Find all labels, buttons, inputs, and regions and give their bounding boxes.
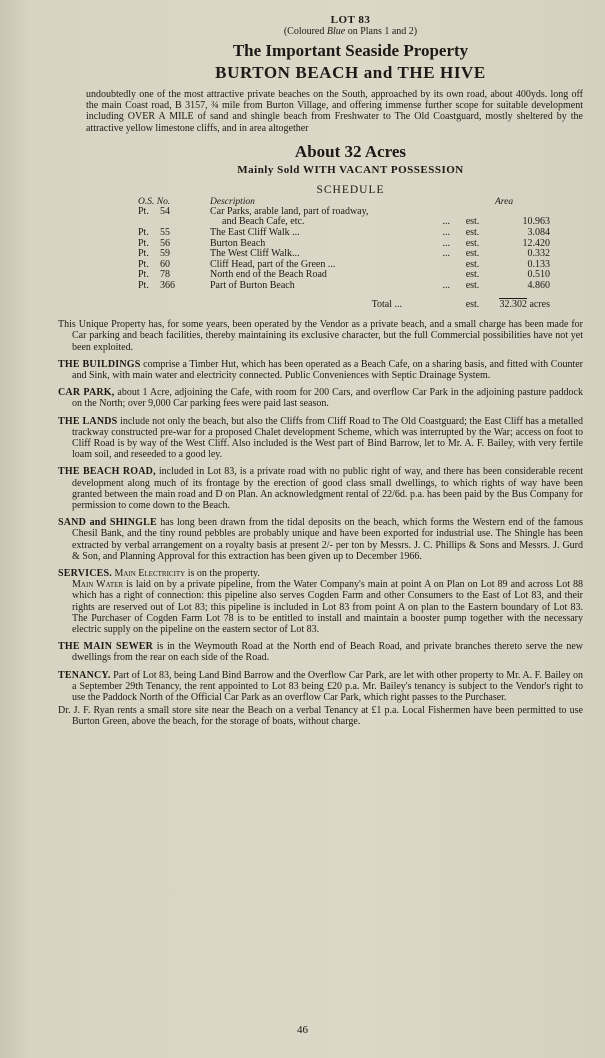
parcel-area: 4.860: [527, 279, 550, 291]
total-label: Total ...: [371, 298, 402, 310]
parcel-description: Part of Burton Beach: [210, 279, 295, 291]
os-number: 60: [160, 258, 170, 270]
property-title: The Important Seaside Property: [232, 41, 469, 60]
schedule-row: [138, 239, 558, 250]
parcel-description: and Beach Cafe, etc.: [222, 216, 305, 228]
parcel-area: 12.420: [522, 237, 550, 249]
parcel-description: The West Cliff Walk...: [210, 248, 300, 260]
parcel-area: 0.133: [527, 258, 550, 270]
estimate-label: est.: [465, 258, 480, 270]
os-prefix: Pt.: [138, 227, 149, 238]
description-header: Description: [210, 196, 255, 207]
os-prefix: Pt.: [138, 279, 149, 291]
unique-paragraph: This Unique Property has, for some years, been operated by the Vendor as a private beach, and a small charge has been made for Car parking and beach facilities, thereby maintaining its exclusive character, but the full Commercial possibilities have not yet been exploited.: [58, 319, 583, 353]
os-number: 78: [160, 269, 170, 281]
schedule-row: [138, 281, 558, 292]
beach-road-paragraph: THE BEACH ROAD, included in Lot 83, is a private road with no public right of way, and there has been considerable recent development along much of its frontage by the erection of good class small dwellings, to which rights of way have been granted between the main road and D on Plan. An acknowledgment rental of 22/6d. p.a. has been paid by the Bus Company for permission to come down to the Beach.: [58, 466, 584, 511]
os-prefix: Pt.: [138, 237, 149, 249]
parcel-area: 10.963: [522, 216, 550, 228]
schedule-row: [138, 270, 558, 281]
total-area: 32.302 acres: [499, 298, 550, 310]
schedule-row: [138, 207, 558, 218]
os-prefix: Pt.: [138, 248, 149, 260]
parcel-description: Burton Beach: [210, 237, 266, 249]
parcel-description: Car Parks, arable land, part of roadway,: [210, 205, 369, 217]
total-est: est.: [465, 298, 480, 310]
estimate-label: est.: [465, 237, 480, 249]
car-park-paragraph: CAR PARK, about 1 Acre, adjoining the Cafe, with room for 200 Cars, and overflow Car Park in the adjoining pasture paddock on the North; over 9,000 Car parking fees were paid last season.: [58, 387, 583, 410]
schedule-table: [138, 197, 558, 310]
estimate-label: est.: [465, 216, 480, 228]
fishermen-paragraph: Dr. J. F. Ryan rents a small store site near the Beach on a verbal Tenancy at £1 p.a. Local Fishermen have been permitted to use Burton Green, above the beach, for the storage of boats, without charge.: [58, 705, 583, 728]
acres-heading: About 32 Acres: [294, 141, 407, 161]
page-number: 46: [297, 1024, 308, 1036]
schedule-row: [138, 249, 558, 260]
estimate-label: est.: [465, 279, 480, 291]
parcel-area: 0.510: [527, 269, 550, 281]
leader-dots: [412, 260, 450, 271]
main-sewer-paragraph: THE MAIN SEWER is in the Weymouth Road at the North end of Beach Road, and private branches thereto serve the new dwellings from the rear on each side of the Road.: [58, 641, 583, 664]
leader-dots: ...: [442, 248, 450, 260]
os-number: 54: [160, 205, 170, 217]
leader-dots: ...: [442, 237, 450, 249]
leader-dots: ...: [442, 227, 450, 238]
estimate-label: est.: [465, 248, 480, 260]
os-prefix: Pt.: [138, 258, 149, 270]
tenancy-paragraph: TENANCY. Part of Lot 83, being Land Bind Barrow and the Overflow Car Park, are let with other property to Mr. A. F. Bailey on a September 29th Tenancy, the rent appointed to Lot 83 being £20 p.a. Mr. Bailey's tenancy is subject to the Vendor's right to use the Paddock North of the Official Car Park as an overflow Car Park, which right passes to the Purchaser.: [58, 669, 583, 704]
schedule-row: [138, 228, 558, 239]
estimate-label: est.: [465, 269, 480, 281]
lands-paragraph: THE LANDS include not only the beach, but also the Cliffs from Cliff Road to The Old Coastguard; the East Cliff has a metalled trackway constructed pre-war for a proposed Chalet development Scheme, which was interrupted by the War; access on foot to Cliff Road is by way of the West Cliff. Also included is the West part of Bind Barrow, let to Mr. A. F. Bailey, with very fertile loam soil, and reseeded to a good ley.: [58, 415, 583, 461]
leader-dots: ...: [442, 216, 450, 228]
sand-shingle-paragraph: SAND and SHINGLE has long been drawn from the tidal deposits on the beach, which forms the Western end of the famous Chesil Bank, and the tiny round pebbles are probably unique and have been exported for industrial use. The Shingle has been extracted by verbal arrangement on a royalty basis at present 2/- per ton by Messrs. J. C. Phillips & Sons and Messrs. J. Gurd & Son, and Planning Approval for this extraction has been given up to December 1966.: [58, 517, 583, 562]
schedule-title: SCHEDULE: [316, 183, 385, 196]
parcel-description: North end of the Beach Road: [210, 269, 327, 281]
possession-heading: Mainly Sold WITH VACANT POSSESSION: [237, 163, 464, 176]
parcel-area: 3.084: [527, 227, 550, 238]
property-name: BURTON BEACH and THE HIVE: [215, 63, 486, 82]
schedule-row: [138, 260, 558, 271]
services-paragraph: SERVICES. Main Electricity is on the property. Main Water is laid on by a private pipeline, from the Water Company's main at point A on Plan on Lot 89 and across Lot 88 which has a right of connection: this pipeline also serves Cogden Farm and other Consumers to the East of Lot 83, and their rights are reserved out of Lot 83; this pipeline is included in Lot 83 from point A on plan to the Eastern boundary of Lot 83. The Purchaser of Cogden Farm Lot 78 is to be entitled to install and maintain a booster pump together with the necessary electric supply on the pipeline on the eastern sector of Lot 83.: [58, 568, 583, 636]
intro-paragraph: undoubtedly one of the most attractive private beaches on the South, approached by its own road, about 400yds. long off the main Coast road, B 3157, ¾ mile from Burton Village, and offering immense further scope for suitable development including OVER A MILE of sand and shingle beach from Freshwater to The Old Coastguard, mostly sheltered by the attractive yellow limestone cliffs, and in area altogether: [86, 89, 583, 134]
buildings-paragraph: THE BUILDINGS comprise a Timber Hut, which has been operated as a Beach Cafe, on a sharing basis, and fitted with Counter and Sink, with main water and electricity connected. Public Conveniences with Septic Drainage System.: [58, 358, 583, 381]
schedule-row: [138, 217, 558, 228]
schedule-total-row: [138, 292, 558, 311]
os-number: 55: [160, 227, 170, 238]
lot-number: LOT 83: [330, 14, 371, 26]
estimate-label: est.: [465, 227, 480, 238]
parcel-area: 0.332: [527, 248, 550, 260]
os-number: 56: [160, 237, 170, 249]
leader-dots: ...: [442, 279, 450, 291]
os-number-header: O.S. No.: [138, 196, 171, 207]
os-number: 366: [160, 279, 175, 291]
os-prefix: Pt.: [138, 269, 149, 281]
parcel-description: The East Cliff Walk ...: [210, 227, 300, 238]
parcel-description: Cliff Head, part of the Green ...: [210, 258, 336, 270]
lot-subtitle: (Coloured Blue on Plans 1 and 2): [283, 26, 418, 37]
area-header: Area: [495, 196, 514, 207]
os-number: 59: [160, 248, 170, 260]
os-prefix: Pt.: [138, 205, 149, 217]
